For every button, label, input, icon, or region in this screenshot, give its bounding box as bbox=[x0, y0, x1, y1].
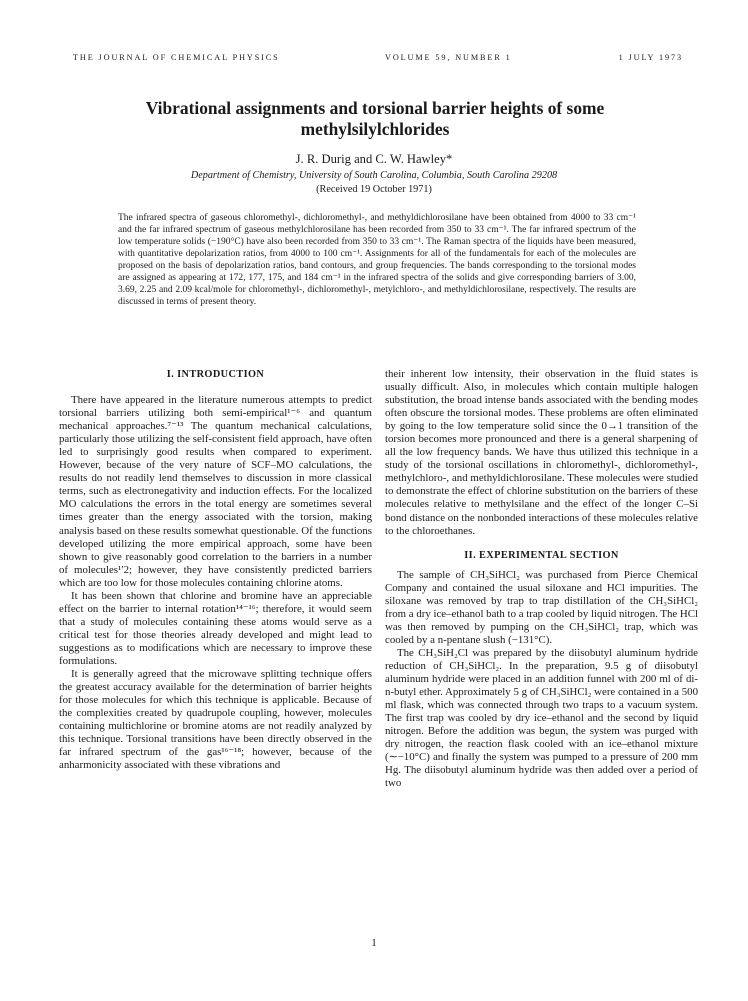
authors: J. R. Durig and C. W. Hawley* bbox=[295, 152, 453, 166]
right-column bbox=[385, 368, 698, 790]
abstract: The infrared spectra of gaseous chloromethyl-, dichloromethyl-, and methyldichlorosilane have been obtained from 4000 to 33 cm⁻¹ and the far infrared spectrum of gaseous methylchlorosilane has been recorded from 350 to 33 cm⁻¹. The far infrared spectrum of the low temperature solids (−190°C) have also been recorded from 350 to 33 cm⁻¹. The Raman spectra of the liquids have been measured, with quantitative depolarization ratios, from 4000 to 100 cm⁻¹. Assignments for all of the fundamentals for each of the molecules are proposed on the basis of depolarization ratios, band contours, and group frequencies. The bands corresponding to the torsional modes are assigned as appearing at 172, 177, 175, and 184 cm⁻¹ in the infrared spectra of the solids and give corresponding barriers of 3.00, 3.69, 2.25 and 2.09 kcal/mole for chloromethyl-, dichloromethyl-, metylchloro-, and methyldichlorosilane, respectively. The results are discussed in terms of present theory. bbox=[118, 213, 636, 307]
intro-paragraph-1: There have appeared in the literature numerous attempts to predict torsional barriers utilizing both semi-empirical¹⁻⁶ and quantum mechanical approaches.⁷⁻¹³ The quantum mechanical calculations, particularly those utilizing the self-consistent field approach, have often led to surprisingly good results when compared to experiment. However, because of the very nature of SCF–MO calculations, the results do not readily lend themselves to discussion in more classical terms, such as electronegativity and induction effects. For the localized MO calculations the errors in the total energy are sometimes several times greater than the energy associated with the torsion, making analysis based on these results somewhat questionable. Of the functions developed utilizing the more empirical approach, some have been shown to give reasonably good correlation to the barriers in a number of molecules¹ʹ2; however, they have consistently predicted barriers which are too low for those molecules containing chlorine atoms. bbox=[59, 394, 372, 589]
journal-name: THE JOURNAL OF CHEMICAL PHYSICS bbox=[73, 53, 280, 62]
affiliation: Department of Chemistry, University of South Carolina, Columbia, South Carolina 29208 bbox=[190, 170, 558, 181]
intro-paragraph-3: It is generally agreed that the microwave splitting technique offers the greatest accuracy available for the determination of barrier heights for those molecules for which this technique is applicable. Because of the complexities created by quadrupole coupling, however, molecules containing multichlorine or bromine atoms are not readily analyzed by this technique. Torsional transitions have been directly observed in the far infrared spectrum of the gas¹⁶⁻¹⁸; however, because of the anharmonicity associated with these vibrations and bbox=[59, 668, 372, 772]
section-heading-introduction: I. INTRODUCTION bbox=[166, 369, 265, 380]
received-date: (Received 19 October 1971) bbox=[316, 184, 432, 195]
section-heading-experimental: II. EXPERIMENTAL SECTION bbox=[464, 549, 619, 561]
experimental-paragraph-1: The sample of CH₃SiHCl₂ was purchased from Pierce Chemical Company and contained the usual siloxane and HCl impurities. The siloxane was removed by trap to trap distillation of the CH₃SiHCl₂ from a dry ice–ethanol bath to a trap cooled by liquid nitrogen. The HCl was then removed by pumping on the CH₃SiHCl₂ trap, which was cooled by a n-pentane slush (−131°C). bbox=[385, 568, 698, 646]
intro-paragraph-2: It has been shown that chlorine and bromine have an appreciable effect on the barrier to internal rotation¹⁴⁻¹⁶; therefore, it would seem that a study of molecules containing these atoms would serve as a critical test for those theories already developed and might lead to suggestions as to modifications which are necessary to improve these formulations. bbox=[59, 589, 372, 667]
page-number: 1 bbox=[371, 937, 377, 949]
intro-paragraph-continued: their inherent low intensity, their observation in the fluid states is usually difficult. Also, in molecules which contain multiple halogen substitution, the broad intense bands associated with the bending modes often obscure the torsional modes. These problems are often eliminated by going to the low temperature solid since the 0→1 transition of the torsion becomes more pronounced and there is a general sharpening of all the low frequency bands. We have thus utilized this technique in a study of the torsional oscillations in chloromethyl-, dichloromethyl-, methylchloro-, and methyldichlorosilane. These molecules were studied to demonstrate the effect of chlorine substitution on the barriers of these molecules relative to methylsilane and the effect of the longer C–Si bond distance on the nonbonded interactions of these molecules relative to the chloroethanes. bbox=[385, 368, 698, 537]
issue-date: 1 JULY 1973 bbox=[618, 53, 683, 62]
running-head bbox=[73, 53, 683, 65]
left-column bbox=[59, 368, 372, 772]
article-title: Vibrational assignments and torsional barrier heights of some methylsilylchlorides bbox=[145, 98, 605, 139]
volume-number: VOLUME 59, NUMBER 1 bbox=[385, 53, 512, 62]
experimental-paragraph-2: The CH₃SiH₂Cl was prepared by the diisobutyl aluminum hydride reduction of CH₃SiHCl₂. In the preparation, 9.5 g of diisobutyl aluminum hydride were placed in an addition funnel with 200 ml of di-n-butyl ether. Approximately 5 g of CH₃SiHCl₂ were contained in a 500 ml flask, which was connected through two traps to a vacuum system. The first trap was cooled by dry ice–ethanol and the second by liquid nitrogen. Before the addition was begun, the system was purged with dry nitrogen, the reaction flask cooled with an ice–ethanol mixture (∼−10°C) and finally the system was pumped to a pressure of 200 mm Hg. The diisobutyl aluminum hydride was then added over a period of two bbox=[385, 646, 698, 790]
